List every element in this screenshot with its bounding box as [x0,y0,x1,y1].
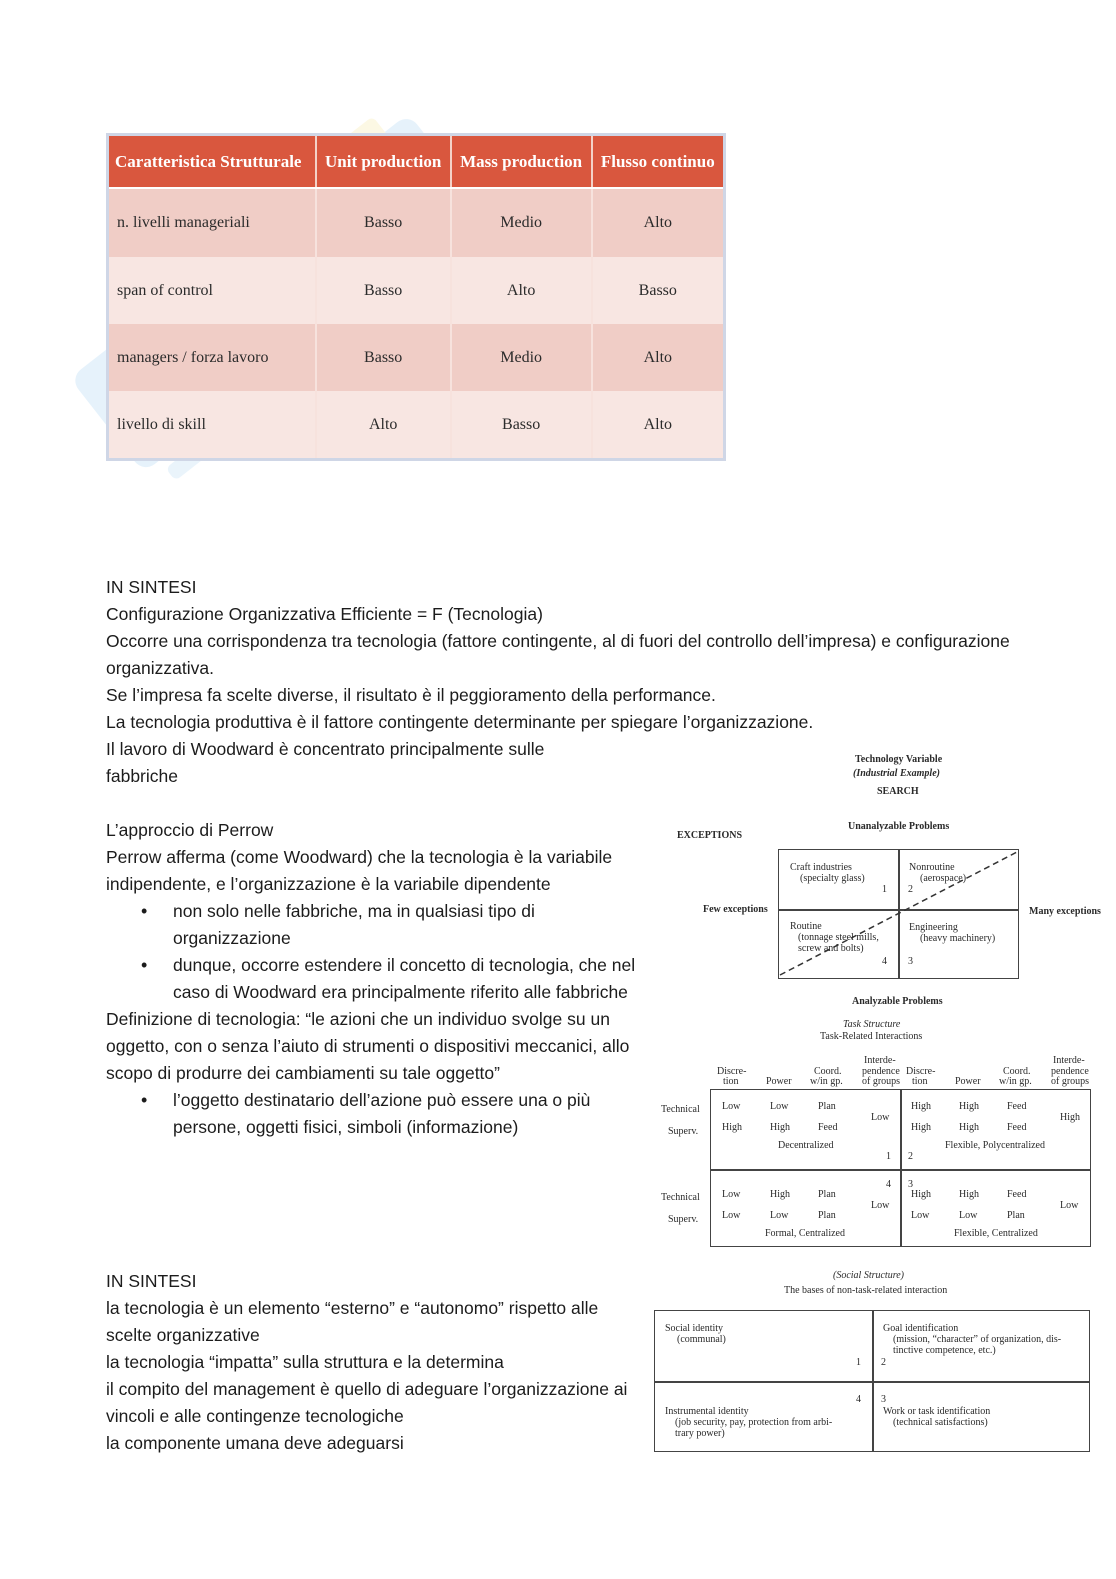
tech-subtitle: (Industrial Example) [853,768,940,779]
task-subtitle: Task-Related Interactions [820,1031,923,1042]
task-c2-r1-c: Feed [1007,1101,1027,1112]
tech-n2: 2 [908,884,913,895]
section-title: L’approccio di Perrow [106,820,274,840]
social-q2a: Goal identification [883,1323,959,1334]
task-technical-2: Technical [661,1192,700,1203]
task-c3-n: 3 [908,1179,913,1190]
social-divider-h [654,1381,1090,1383]
table-cell: Alto [592,188,723,257]
paragraph: Perrow afferma (come Woodward) che la tecnologia è la variabile indipendente, e l’organizzazione è la variabile dipendente [106,847,613,894]
table-cell: Medio [451,188,592,257]
tech-unanalyzable: Unanalyzable Problems [848,821,950,832]
paragraph: fabbriche [106,766,178,786]
social-n3: 3 [881,1394,886,1405]
task-c4-r2-c: Plan [818,1210,836,1221]
social-q4c: trary power) [675,1428,725,1439]
tech-q3a: Engineering [909,922,958,933]
task-c4-r1-a: Low [722,1189,741,1200]
task-c4-r1-c: Plan [818,1189,836,1200]
list-item: • non solo nelle fabbriche, ma in qualsiasi tipo di organizzazione [173,898,636,952]
task-c4-r2-a: Low [722,1210,741,1221]
tech-n1: 1 [882,884,887,895]
task-technical-1: Technical [661,1104,700,1115]
section-title: IN SINTESI [106,577,197,597]
task-c4-r1-b: High [770,1189,790,1200]
tech-exceptions: EXCEPTIONS [677,830,743,841]
social-title: (Social Structure) [833,1270,905,1281]
task-c2-r2-a: High [911,1122,931,1133]
task-h-inter-2b: pendence [1051,1066,1089,1077]
table-cell: Basso [316,257,451,324]
paragraph: la tecnologia “impatta” sulla struttura e la determina [106,1352,504,1372]
task-h-coord-2b: w/in gp. [999,1076,1032,1087]
paragraph: La tecnologia produttiva è il fattore contingente determinante per spiegare l’organizzazione. [106,712,814,732]
social-q4b: (job security, pay, protection from arbi- [675,1417,833,1428]
task-c2-r2-b: High [959,1122,979,1133]
paragraph: Il lavoro di Woodward è concentrato principalmente sulle [106,739,545,759]
table-cell: Alto [316,391,451,458]
section-title: IN SINTESI [106,1271,197,1291]
social-q2c: tinctive competence, etc.) [893,1345,996,1356]
tech-q4b: (tonnage steel mills, [798,932,879,943]
paragraph: Configurazione Organizzativa Efficiente = F (Tecnologia) [106,604,543,624]
tech-q2b: (aerospace) [920,873,967,884]
tech-many: Many exceptions [1029,906,1101,917]
task-h-coord-2: Coord. [1003,1066,1031,1077]
header-flusso-continuo: Flusso continuo [592,136,723,188]
task-c1-r1-c: Plan [818,1101,836,1112]
task-h-inter-b: pendence [862,1066,900,1077]
task-c3-r1-b: High [959,1189,979,1200]
task-h-inter: Interde- [864,1055,896,1066]
row-label: n. livelli manageriali [109,188,316,257]
social-q3b: (technical satisfactions) [893,1417,988,1428]
task-c1-label: Decentralized [778,1140,834,1151]
task-h-power: Power [766,1076,792,1087]
task-c3-r2-c: Plan [1007,1210,1025,1221]
table-cell: Basso [316,324,451,391]
table-cell: Medio [451,324,592,391]
task-c3-inter: Low [1060,1200,1079,1211]
task-divider-h [710,1169,1091,1171]
task-c1-r1-b: Low [770,1101,789,1112]
list-item: • l’oggetto destinatario dell’azione può essere una o più persone, oggetti fisici, simboli (informazione) [173,1087,636,1141]
social-subtitle: The bases of non-task-related interaction [784,1285,948,1296]
task-h-coord-b: w/in gp. [810,1076,843,1087]
paragraph: Occorre una corrispondenza tra tecnologia (fattore contingente, al di fuori del controllo dell’impresa) e configurazione organizzativa. [106,631,1010,678]
task-h-discretion-2b: tion [912,1076,928,1087]
task-c1-r2-c: Feed [818,1122,838,1133]
task-c1-inter: Low [871,1112,890,1123]
table-cell: Basso [316,188,451,257]
task-c3-r1-a: High [911,1189,931,1200]
task-c2-n: 2 [908,1151,913,1162]
task-h-inter-c: of groups [862,1076,901,1087]
tech-n4: 4 [882,956,887,967]
task-c1-r1-a: Low [722,1101,741,1112]
task-h-inter-2: Interde- [1053,1055,1085,1066]
task-c2-inter: High [1060,1112,1080,1123]
task-superv-1: Superv. [668,1126,699,1137]
task-c3-label: Flexible, Centralized [954,1228,1038,1239]
paragraph: Definizione di tecnologia: “le azioni che un individuo svolge su un oggetto, con o senza l’aiuto di strumenti o dispositivi meccanici, allo scopo di produrre dei cambiamenti su tale oggetto” [106,1009,630,1083]
task-c4-label: Formal, Centralized [765,1228,845,1239]
task-c2-label: Flexible, Polycentralized [945,1140,1045,1151]
task-c3-r2-a: Low [911,1210,930,1221]
tech-q4a: Routine [790,921,822,932]
social-q1a: Social identity [665,1323,724,1334]
table-cell: Basso [451,391,592,458]
table-cell: Alto [451,257,592,324]
header-caratteristica: Caratteristica Strutturale [109,136,316,188]
tech-analyzable: Analyzable Problems [852,996,943,1007]
task-c2-r1-b: High [959,1101,979,1112]
task-c2-r1-a: High [911,1101,931,1112]
task-h-discretion-b: tion [723,1076,739,1087]
social-n1: 1 [856,1357,861,1368]
social-q4a: Instrumental identity [665,1406,749,1417]
task-h-discretion-2: Discre- [906,1066,936,1077]
social-q1b: (communal) [677,1334,726,1345]
tech-few: Few exceptions [703,904,768,915]
list-item: • dunque, occorre estendere il concetto di tecnologia, che nel caso di Woodward era principalmente riferito alle fabbriche [173,952,636,1006]
task-c1-r2-a: High [722,1122,742,1133]
task-superv-2: Superv. [668,1214,699,1225]
task-title: Task Structure [843,1019,901,1030]
row-label: managers / forza lavoro [109,324,316,391]
task-c3-r2-b: Low [959,1210,978,1221]
tech-title: Technology Variable [855,754,943,765]
table-cell: Basso [592,257,723,324]
social-q2b: (mission, “character” of organization, dis- [893,1334,1062,1345]
paragraph: il compito del management è quello di adeguare l’organizzazione ai vincoli e alle contingenze tecnologiche [106,1379,628,1426]
header-unit-production: Unit production [316,136,451,188]
paragraph: la componente umana deve adeguarsi [106,1433,404,1453]
task-c4-inter: Low [871,1200,890,1211]
task-h-inter-2c: of groups [1051,1076,1090,1087]
social-n4: 4 [856,1394,861,1405]
tech-q1a: Craft industries [790,862,852,873]
row-label: livello di skill [109,391,316,458]
task-c4-r2-b: Low [770,1210,789,1221]
paragraph: la tecnologia è un elemento “esterno” e “autonomo” rispetto alle scelte organizzative [106,1298,599,1345]
task-c4-n: 4 [886,1179,891,1190]
paragraph: Se l’impresa fa scelte diverse, il risultato è il peggioramento della performance. [106,685,716,705]
tech-q2a: Nonroutine [909,862,955,873]
row-label: span of control [109,257,316,324]
task-c2-r2-c: Feed [1007,1122,1027,1133]
header-mass-production: Mass production [451,136,592,188]
table-cell: Alto [592,324,723,391]
task-divider-v [900,1089,902,1247]
task-h-power-2: Power [955,1076,981,1087]
task-c3-r1-c: Feed [1007,1189,1027,1200]
task-c1-n: 1 [886,1151,891,1162]
social-n2: 2 [881,1357,886,1368]
social-q3a: Work or task identification [883,1406,991,1417]
tech-q1b: (specialty glass) [800,873,865,884]
table-cell: Alto [592,391,723,458]
task-c1-r2-b: High [770,1122,790,1133]
task-h-coord: Coord. [814,1066,842,1077]
tech-search: SEARCH [877,786,919,797]
task-h-discretion: Discre- [717,1066,747,1077]
tech-n3: 3 [908,956,913,967]
tech-q4c: screw and bolts) [798,943,864,954]
tech-q3b: (heavy machinery) [920,933,996,944]
